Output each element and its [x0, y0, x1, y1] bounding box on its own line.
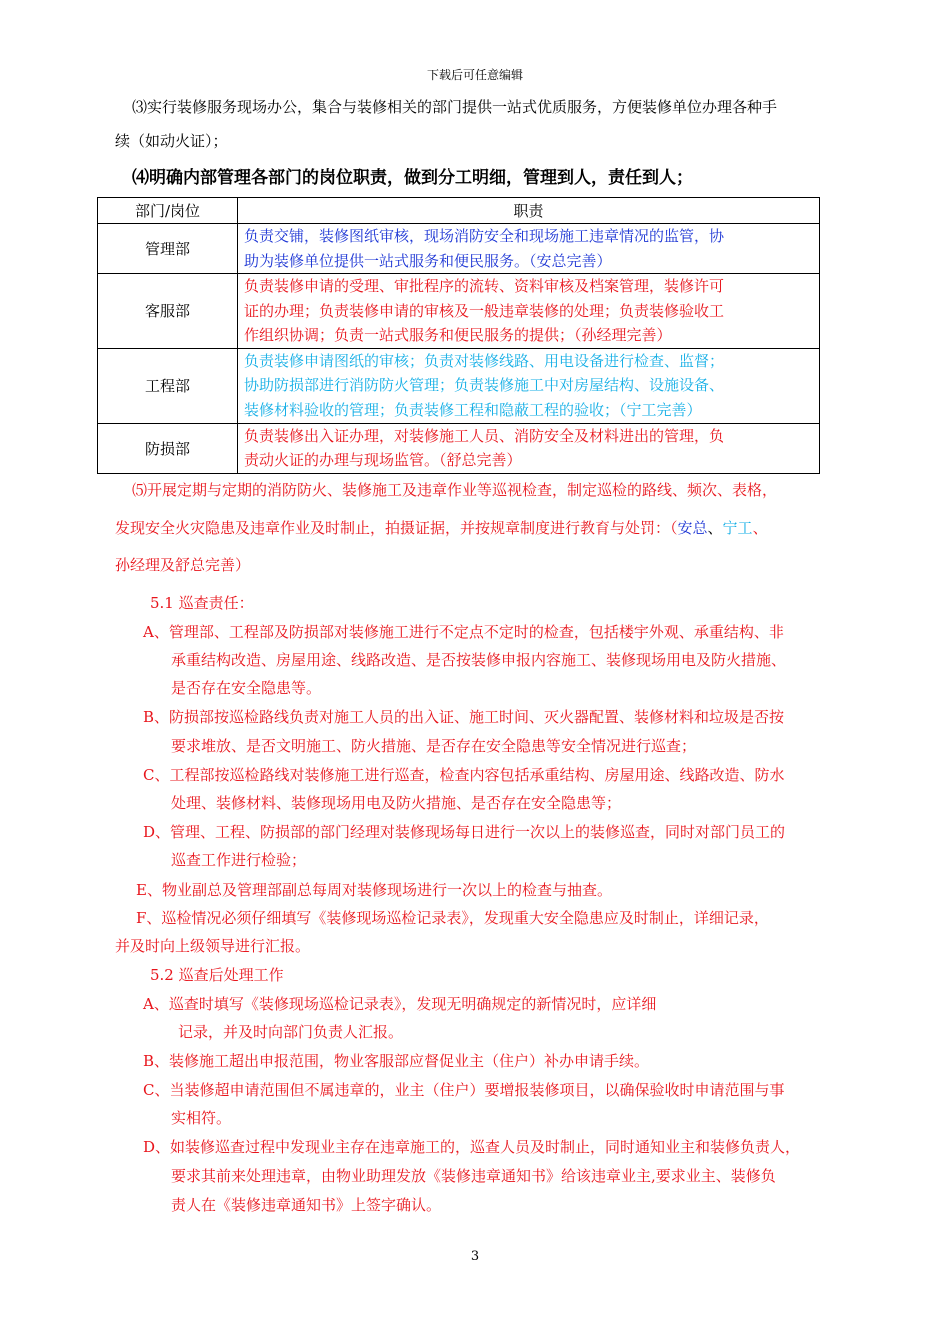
table-row [98, 423, 820, 473]
para3-line1: ⑶实行装修服务现场办公，集合与装修相关的部门提供一站式优质服务，方便装修单位办理各种手 [132, 98, 778, 116]
resp-line: 助为装修单位提供一站式服务和便民服务。（安总完善） [244, 251, 612, 270]
s51-b-line2: 要求堆放、是否文明施工、防火措施、是否存在安全隐患等安全情况进行巡查； [171, 737, 697, 755]
resp-line: 负责装修出入证办理，对装修施工人员、消防安全及材料进出的管理，负 [244, 426, 725, 445]
s51-a-line1: A、管理部、工程部及防损部对装修施工进行不定点不定时的检查，包括楼宇外观、承重结构、非 [143, 623, 784, 641]
resp-cell [238, 274, 820, 349]
s51-d-line2: 巡查工作进行检验； [171, 851, 307, 869]
header-resp: 职责 [238, 198, 820, 224]
page-header: 下载后可任意编辑 [426, 68, 523, 82]
resp-line: 证的办理；负责装修申请的审核及一般违章装修的处理；负责装修验收工 [244, 301, 725, 320]
s51-c-line1: C、工程部按巡检路线对装修施工进行巡查，检查内容包括承重结构、房屋用途、线路改造、防水 [143, 766, 785, 784]
table-row [98, 224, 820, 274]
s52-title: 5.2 巡查后处理工作 [150, 966, 284, 984]
s51-b-line1: B、防损部按巡检路线负责对施工人员的出入证、施工时间、灭火器配置、装修材料和垃圾是否按 [143, 708, 785, 726]
resp-cell [238, 348, 820, 423]
s51-d-line1: D、管理、工程、防损部的部门经理对装修现场每日进行一次以上的装修巡查，同时对部门员工的 [143, 823, 786, 841]
para4-heading: ⑷明确内部管理各部门的岗位职责，做到分工明细，管理到人，责任到人； [132, 168, 693, 188]
resp-cell [238, 224, 820, 274]
para3-line2: 续（如动火证）； [115, 132, 228, 150]
page-number: 3 [470, 1249, 480, 1264]
resp-line: 负责装修申请的受理、审批程序的流转、资料审核及档案管理，装修许可 [244, 277, 725, 295]
para5-line2-text: 发现安全火灾隐患及违章作业及时制止，拍摄证据，并按规章制度进行教育与处罚：（ [115, 519, 678, 537]
s51-a-line3: 是否存在安全隐患等。 [171, 679, 322, 697]
resp-line: 作组织协调；负责一站式服务和便民服务的提供；（孙经理完善） [244, 326, 672, 344]
resp-cell [238, 423, 820, 473]
dept-cell: 防损部 [98, 423, 238, 473]
para5-owner-an: 安总 [677, 519, 708, 537]
s51-c-line2: 处理、装修材料、装修现场用电及防火措施、是否存在安全隐患等； [171, 794, 622, 812]
s52-b: B、装修施工超出申报范围，物业客服部应督促业主（住户）补办申请手续。 [143, 1052, 650, 1070]
resp-line: 责动火证的办理与现场监管。（舒总完善） [244, 451, 522, 469]
table-row [98, 274, 820, 349]
resp-line: 协助防损部进行消防防火管理；负责装修施工中对房屋结构、设施设备、 [244, 376, 725, 395]
duty-table [97, 197, 820, 474]
table-row [98, 348, 820, 423]
s52-c-line1: C、当装修超申请范围但不属违章的，业主（住户）要增报装修项目，以确保验收时申请范围与事 [143, 1081, 785, 1099]
s52-a-line2: 记录，并及时向部门负责人汇报。 [178, 1023, 404, 1041]
table-header-row [98, 198, 820, 224]
s52-c-line2: 实相符。 [171, 1109, 232, 1127]
s52-d-line1: D、如装修巡查过程中发现业主存在违章施工的，巡查人员及时制止，同时通知业主和装修负责人， [143, 1138, 801, 1156]
header-dept: 部门/岗位 [98, 198, 238, 224]
s51-e: E、物业副总及管理部副总每周对装修现场进行一次以上的检查与抽查。 [136, 881, 612, 899]
para5-sep: 、 [707, 519, 723, 537]
s52-a-line1: A、巡查时填写《装修现场巡检记录表》，发现无明确规定的新情况时，应详细 [143, 995, 657, 1013]
para5-line3: 孙经理及舒总完善） [115, 556, 251, 574]
s52-d-line2: 要求其前来处理违章，由物业助理发放《装修违章通知书》给该违章业主,要求业主、装修负 [171, 1167, 776, 1185]
resp-line: 装修材料验收的管理；负责装修工程和隐蔽工程的验收；（宁工完善） [244, 400, 702, 419]
s52-d-line3: 责人在《装修违章通知书》上签字确认。 [171, 1196, 442, 1214]
dept-cell: 工程部 [98, 348, 238, 423]
s51-f-line1: F、巡检情况必须仔细填写《装修现场巡检记录表》，发现重大安全隐患应及时制止，详细记录， [136, 909, 769, 927]
s51-title: 5.1 巡查责任： [150, 594, 254, 612]
dept-cell: 管理部 [98, 224, 238, 274]
para5-line2 [115, 518, 768, 538]
s51-a-line2: 承重结构改造、房屋用途、线路改造、是否按装修申报内容施工、装修现场用电及防火措施、 [171, 651, 787, 669]
para5-owner-ning: 宁工 [722, 519, 753, 537]
para5-line1: ⑸开展定期与定期的消防防火、装修施工及违章作业等巡视检查，制定巡检的路线、频次、表格， [132, 481, 778, 499]
resp-line: 负责交铺，装修图纸审核，现场消防安全和现场施工违章情况的监管，协 [244, 227, 725, 245]
para5-sep-end: 、 [752, 519, 768, 537]
dept-cell: 客服部 [98, 274, 238, 349]
resp-line: 负责装修申请图纸的审核；负责对装修线路、用电设备进行检查、监督； [244, 351, 725, 370]
s51-f-line2: 并及时向上级领导进行汇报。 [115, 937, 311, 955]
